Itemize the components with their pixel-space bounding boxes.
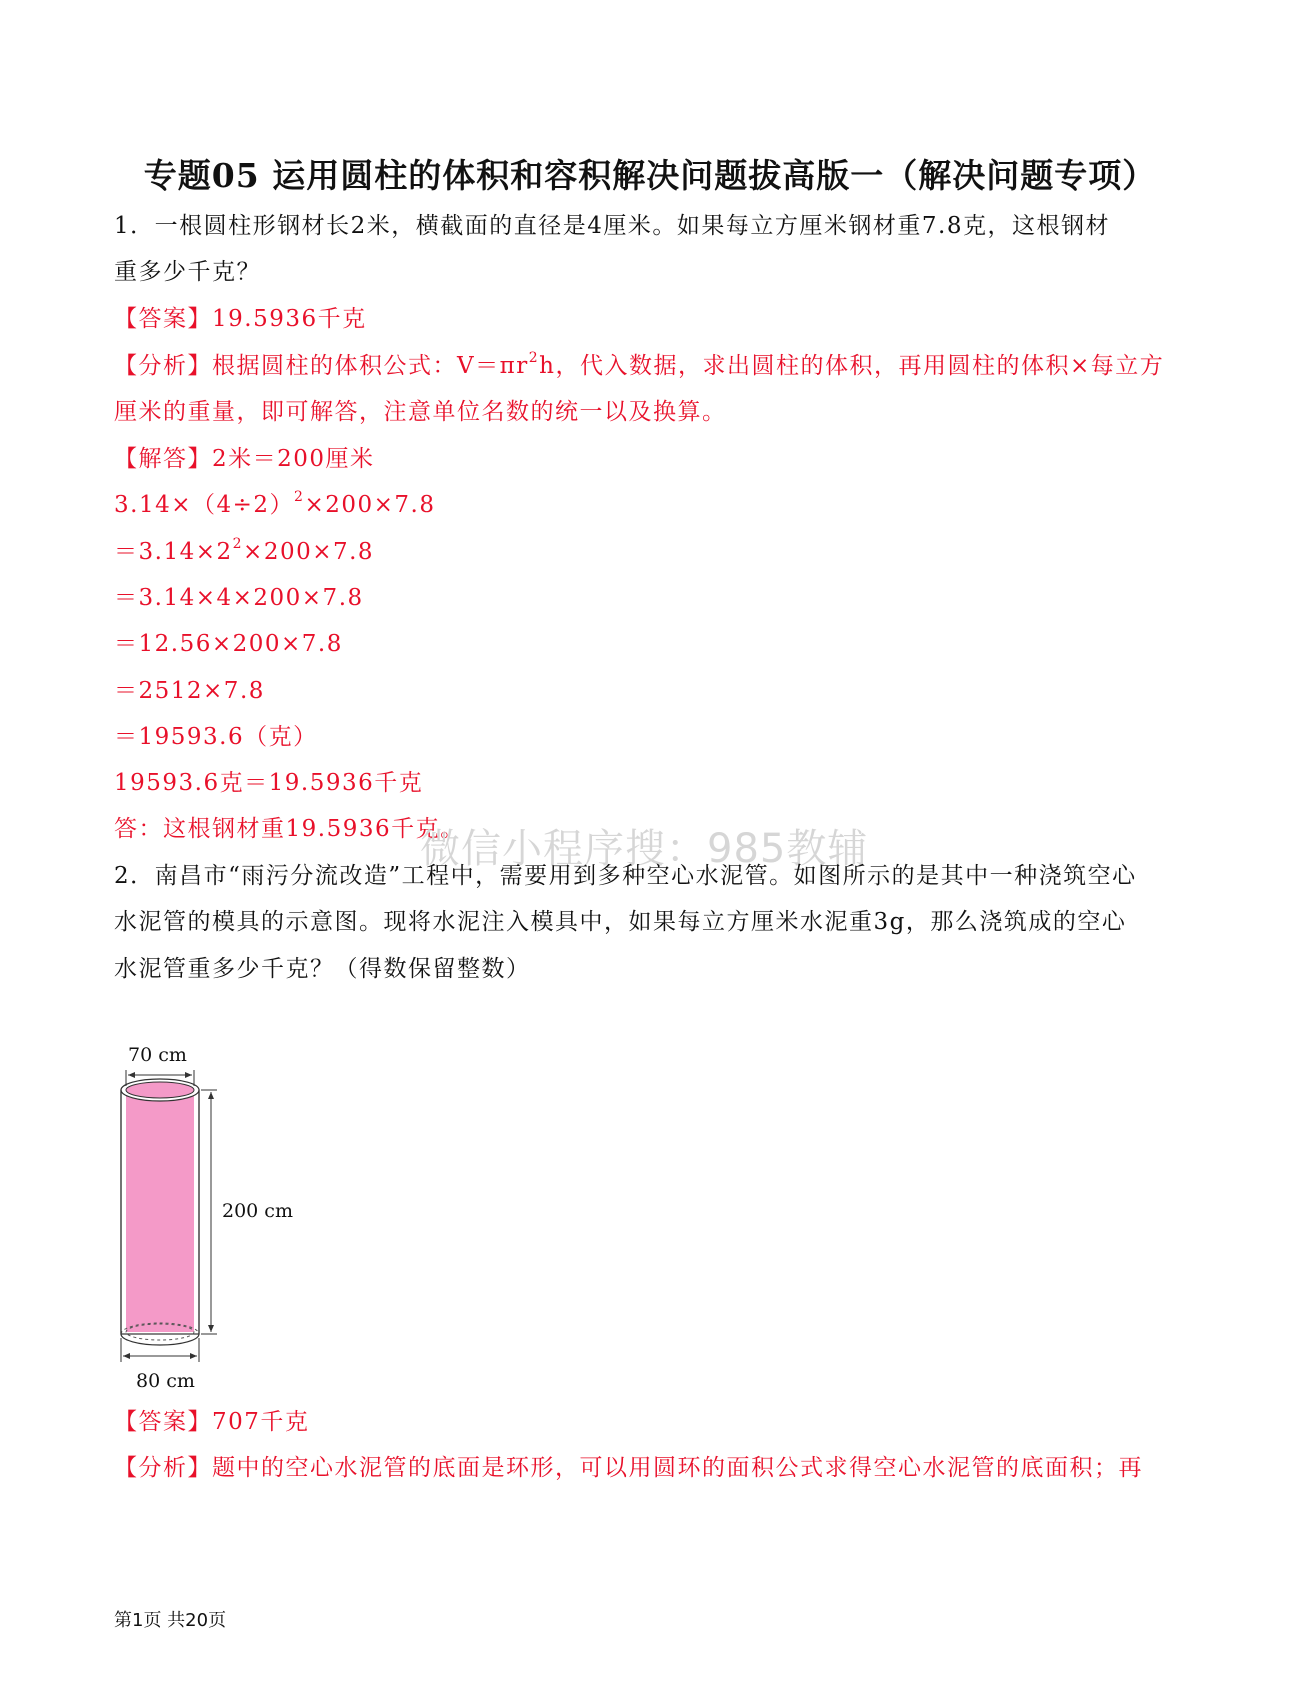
inner-hollow-fill <box>126 1090 194 1332</box>
solution-label: 【解答】 <box>114 446 212 472</box>
superscript: 2 <box>232 536 244 553</box>
answer-value: 19.5936千克 <box>212 306 367 332</box>
q2-analysis <box>114 1449 1143 1482</box>
watermark: 微信小程序搜：985教辅 <box>420 826 869 872</box>
q1-text-line2: 重多少千克？ <box>114 259 261 285</box>
q1-step2 <box>114 533 374 566</box>
analysis-text: h，代入数据，求出圆柱的体积，再用圆柱的体积×每立方 <box>539 353 1165 379</box>
q1-text-line1: 1．一根圆柱形钢材长2米，横截面的直径是4厘米。如果每立方厘米钢材重7.8克，这根钢材 <box>114 213 1110 239</box>
q1-analysis-line2: 厘米的重量，即可解答，注意单位名数的统一以及换算。 <box>114 399 727 425</box>
analysis-label: 【分析】 <box>114 353 212 379</box>
q1-step6: ＝19593.6（克） <box>114 724 318 750</box>
q2-text-line1: 2．南昌市“雨污分流改造”工程中，需要用到多种空心水泥管。如图所示的是其中一种浇筑空心 <box>114 863 1137 889</box>
solution-text: 2米＝200厘米 <box>212 446 375 472</box>
analysis-label: 【分析】 <box>114 1455 212 1481</box>
outer-diameter-label: 80 cm <box>136 1370 195 1392</box>
q1-step3: ＝3.14×4×200×7.8 <box>114 585 364 611</box>
step-text: ＝3.14×2 <box>114 539 233 565</box>
superscript: 2 <box>528 350 540 367</box>
q1-final-answer: 答：这根钢材重19.5936千克。 <box>114 816 465 842</box>
answer-value: 707千克 <box>212 1409 310 1435</box>
inner-top-ellipse <box>126 1082 194 1098</box>
q1-step4: ＝12.56×200×7.8 <box>114 631 343 657</box>
inner-diameter-label: 70 cm <box>128 1044 187 1066</box>
q2-text-line2: 水泥管的模具的示意图。现将水泥注入模具中，如果每立方厘米水泥重3g，那么浇筑成的空心 <box>114 909 1127 935</box>
page-title: 专题05 运用圆柱的体积和容积解决问题拔高版一（解决问题专项） <box>143 156 1157 195</box>
step-text: ×200×7.8 <box>304 492 436 518</box>
answer-label: 【答案】 <box>114 306 212 332</box>
analysis-text: 题中的空心水泥管的底面是环形，可以用圆环的面积公式求得空心水泥管的底面积；再 <box>212 1455 1143 1481</box>
q1-solution-first <box>114 440 375 473</box>
q2-text-line3: 水泥管重多少千克？（得数保留整数） <box>114 956 531 982</box>
page-footer: 第1页 共20页 <box>114 1610 227 1631</box>
q1-analysis-line1 <box>114 347 1164 380</box>
q1-step1 <box>114 486 435 519</box>
analysis-text: 根据圆柱的体积公式：V＝πr <box>212 353 529 379</box>
step-text: 3.14×（4÷2） <box>114 492 295 518</box>
cylinder-diagram <box>100 1050 330 1380</box>
cylinder-mold-figure <box>100 1044 330 1392</box>
q1-step5: ＝2512×7.8 <box>114 678 265 704</box>
answer-label: 【答案】 <box>114 1409 212 1435</box>
q1-answer <box>114 300 367 333</box>
height-label: 200 cm <box>222 1200 293 1222</box>
step-text: ×200×7.8 <box>243 539 375 565</box>
q1-step7: 19593.6克＝19.5936千克 <box>114 770 424 796</box>
q2-answer <box>114 1403 309 1436</box>
superscript: 2 <box>294 489 305 506</box>
